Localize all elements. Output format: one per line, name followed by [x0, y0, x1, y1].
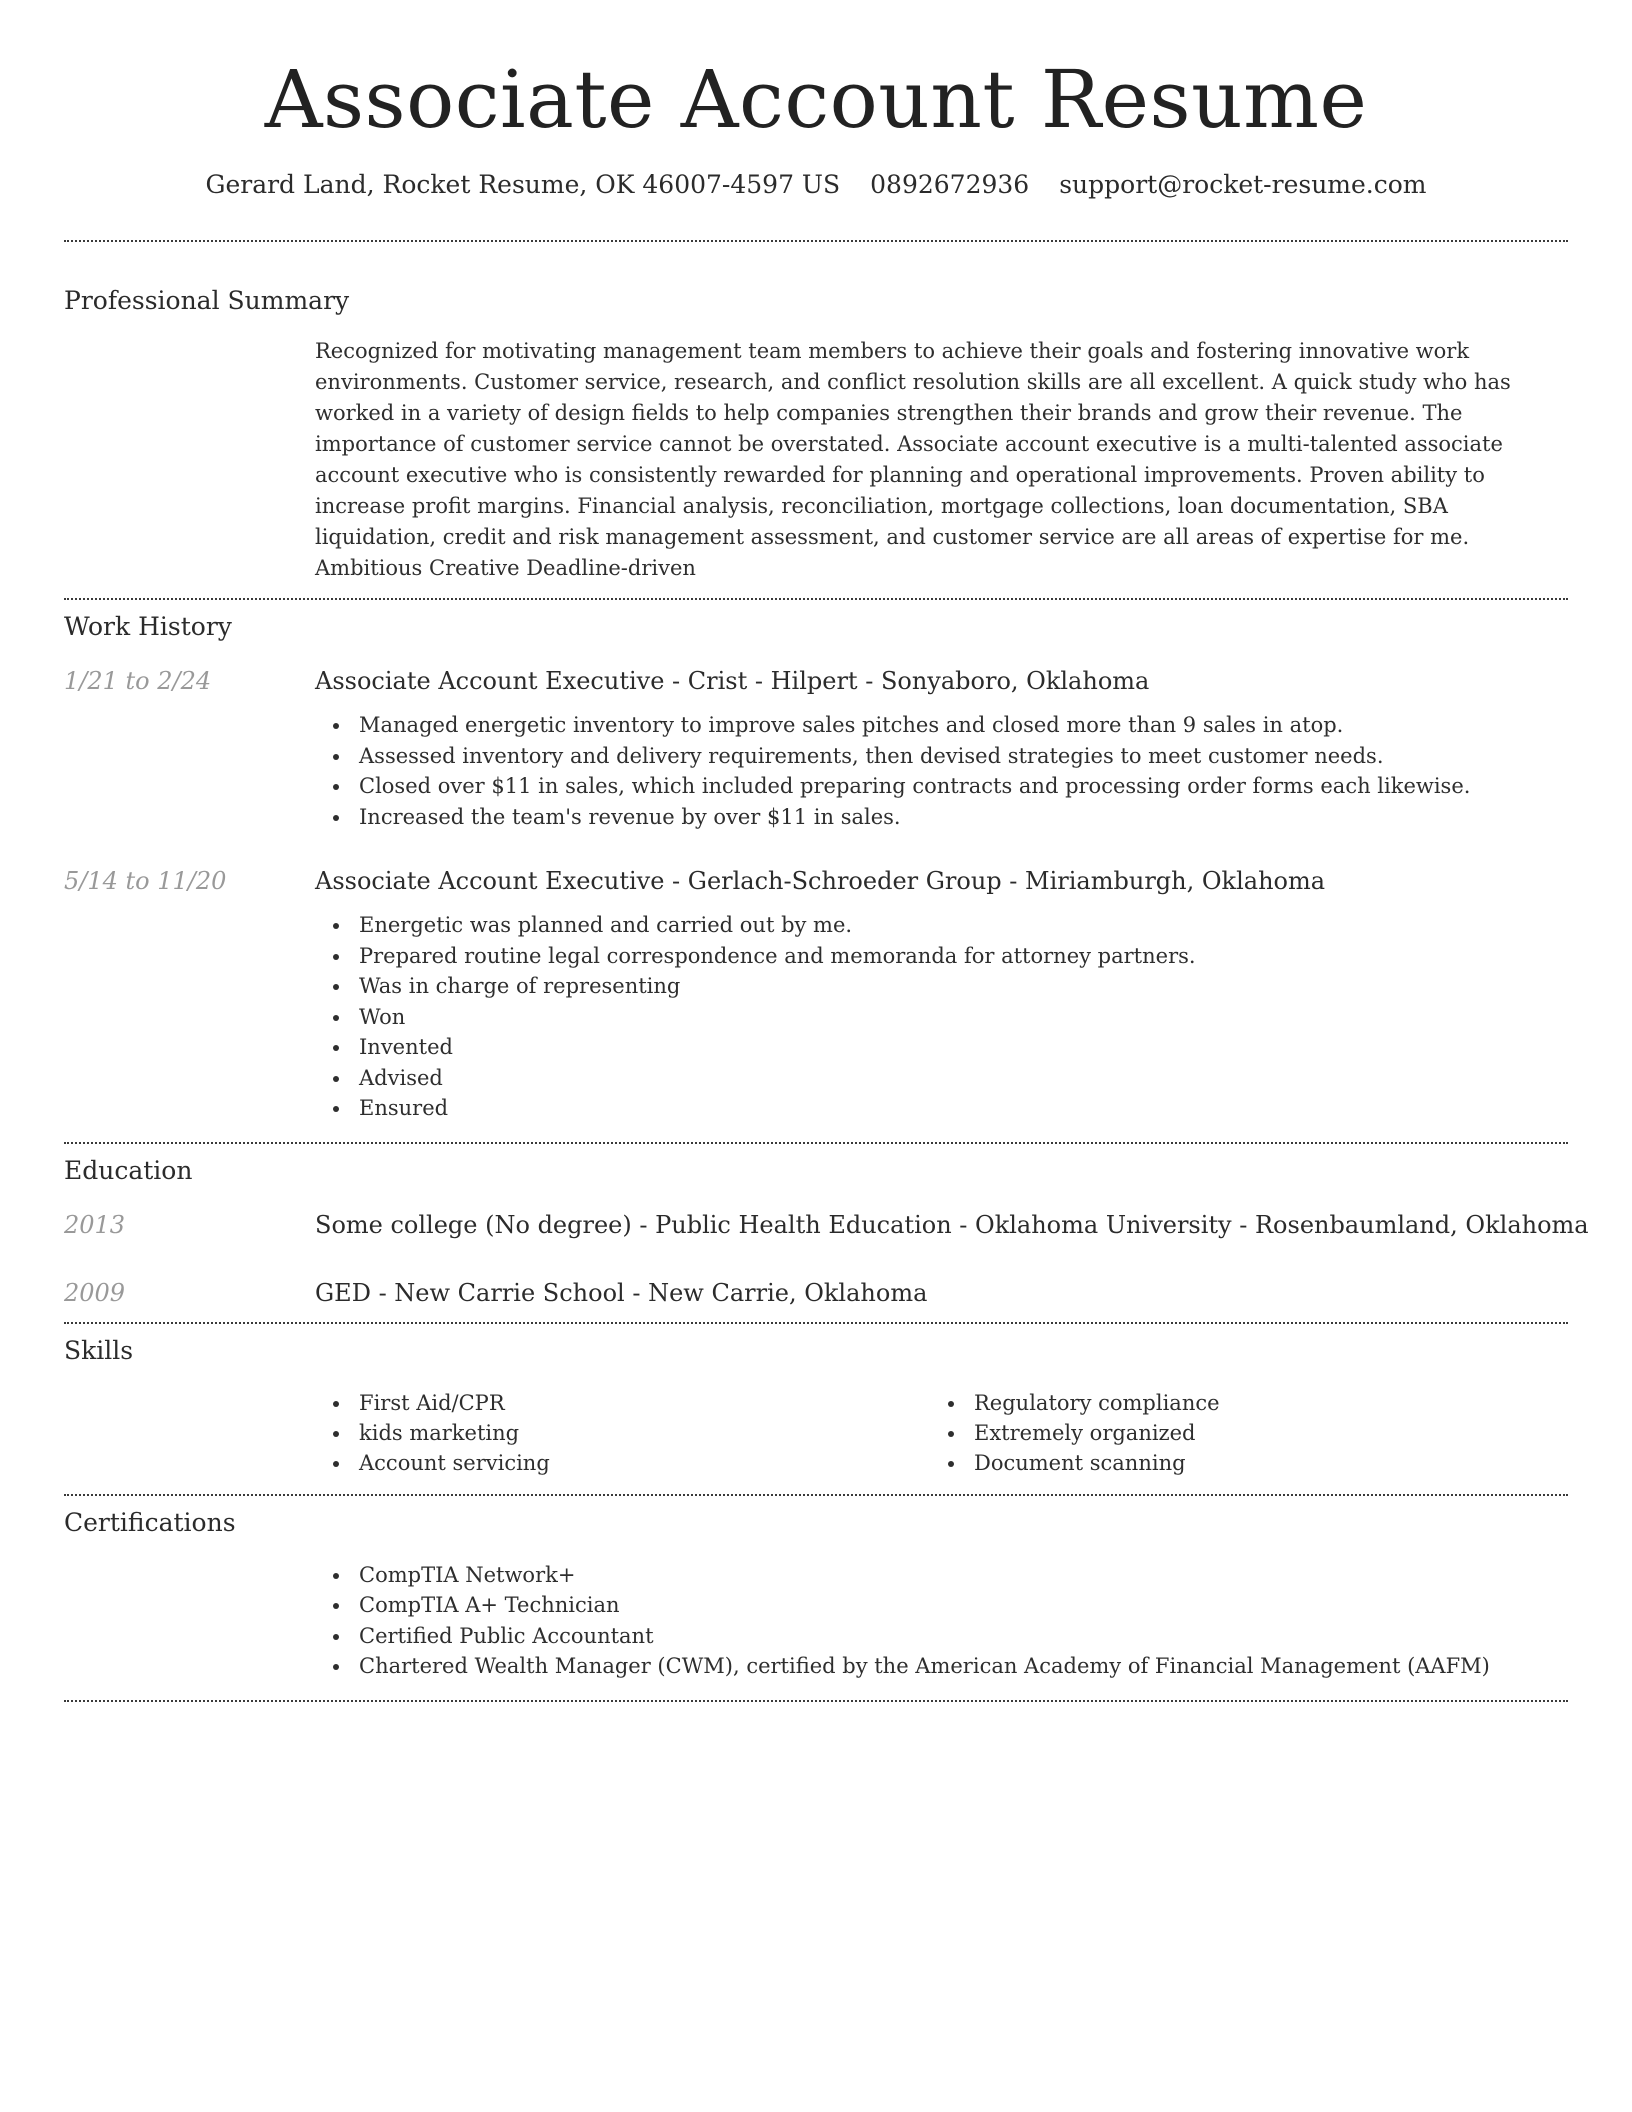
- work-history-heading: Work History: [64, 612, 232, 641]
- summary-text: Recognized for motivating management team members to achieve their goals and fostering innovative work environments. Customer service, research, and conflict resolution skills are all excellent. A quick study who has worked in a variety of design fields to help companies strengthen their brands and grow their revenue. The importance of customer service cannot be overstated. Associate account executive is a multi-talented associate account executive who is consistently rewarded for planning and operational improvements. Proven ability to increase profit margins. Financial analysis, reconciliation, mortgage collections, loan documentation, SBA liquidation, credit and risk management assessment, and customer service are all areas of expertise for me. Ambitious Creative Deadline-driven: [315, 339, 1511, 580]
- skills-column-right: [930, 1388, 1545, 1478]
- job-bullets: [315, 710, 1568, 832]
- list-item: Closed over $11 in sales, which included preparing contracts and processing order forms each likewise.: [315, 771, 1568, 802]
- list-item: Invented: [315, 1032, 1568, 1063]
- job-entry: [64, 664, 1568, 698]
- list-item: CompTIA Network+: [315, 1560, 1568, 1591]
- contact-email: support@rocket-resume.com: [1059, 170, 1427, 199]
- section-divider: [64, 598, 1568, 600]
- list-item: Certified Public Accountant: [315, 1621, 1568, 1652]
- list-item: First Aid/CPR: [315, 1388, 930, 1418]
- resume-title: Associate Account Resume: [264, 53, 1368, 146]
- education-year: 2013: [64, 1210, 126, 1239]
- education-detail: Some college (No degree) - Public Health Education - Oklahoma University - Rosenbaumland, Oklahoma: [315, 1210, 1589, 1239]
- list-item: Extremely organized: [930, 1418, 1545, 1448]
- list-item: Advised: [315, 1063, 1568, 1094]
- section-divider: [64, 1142, 1568, 1144]
- list-item: Energetic was planned and carried out by me.: [315, 910, 1568, 941]
- education-entry: [64, 1276, 1568, 1322]
- list-item: Ensured: [315, 1093, 1568, 1124]
- list-item: Assessed inventory and delivery requirements, then devised strategies to meet customer needs.: [315, 741, 1568, 772]
- list-item: Regulatory compliance: [930, 1388, 1545, 1418]
- job-dates: 5/14 to 11/20: [64, 867, 227, 895]
- section-divider: [64, 1494, 1568, 1496]
- list-item: Was in charge of representing: [315, 971, 1568, 1002]
- job-bullets: [315, 910, 1568, 1142]
- job-header: Associate Account Executive - Crist - Hilpert - Sonyaboro, Oklahoma: [315, 667, 1150, 695]
- list-item: Increased the team's revenue by over $11 in sales.: [315, 802, 1568, 833]
- list-item: Won: [315, 1002, 1568, 1033]
- contact-phone: 0892672936: [870, 170, 1030, 199]
- education-year: 2009: [64, 1278, 126, 1307]
- resume-page: [64, 0, 1589, 1702]
- skills-heading: Skills: [64, 1335, 134, 1365]
- section-divider: [64, 240, 1568, 242]
- list-item: Document scanning: [930, 1448, 1545, 1478]
- skills-list: [315, 1388, 1568, 1494]
- certifications-list: [315, 1560, 1568, 1700]
- contact-line: [64, 168, 1568, 202]
- summary-heading: Professional Summary: [64, 286, 350, 315]
- education-detail: GED - New Carrie School - New Carrie, Oklahoma: [315, 1278, 928, 1307]
- list-item: CompTIA A+ Technician: [315, 1590, 1568, 1621]
- list-item: Managed energetic inventory to improve sales pitches and closed more than 9 sales in atop.: [315, 710, 1568, 741]
- list-item: Chartered Wealth Manager (CWM), certified by the American Academy of Financial Management (AAFM): [315, 1651, 1568, 1682]
- education-heading: Education: [64, 1155, 193, 1185]
- contact-address: Gerard Land, Rocket Resume, OK 46007-4597 US: [205, 170, 841, 199]
- section-divider: [64, 1700, 1568, 1702]
- list-item: Prepared routine legal correspondence and memoranda for attorney partners.: [315, 941, 1568, 972]
- skills-column-left: [315, 1388, 930, 1478]
- list-item: kids marketing: [315, 1418, 930, 1448]
- education-entry: [64, 1208, 1589, 1242]
- job-dates: 1/21 to 2/24: [64, 667, 212, 695]
- job-entry: [64, 864, 1568, 898]
- list-item: Account servicing: [315, 1448, 930, 1478]
- section-divider: [64, 1322, 1568, 1324]
- certifications-heading: Certifications: [64, 1507, 236, 1537]
- job-header: Associate Account Executive - Gerlach-Schroeder Group - Miriamburgh, Oklahoma: [315, 867, 1326, 895]
